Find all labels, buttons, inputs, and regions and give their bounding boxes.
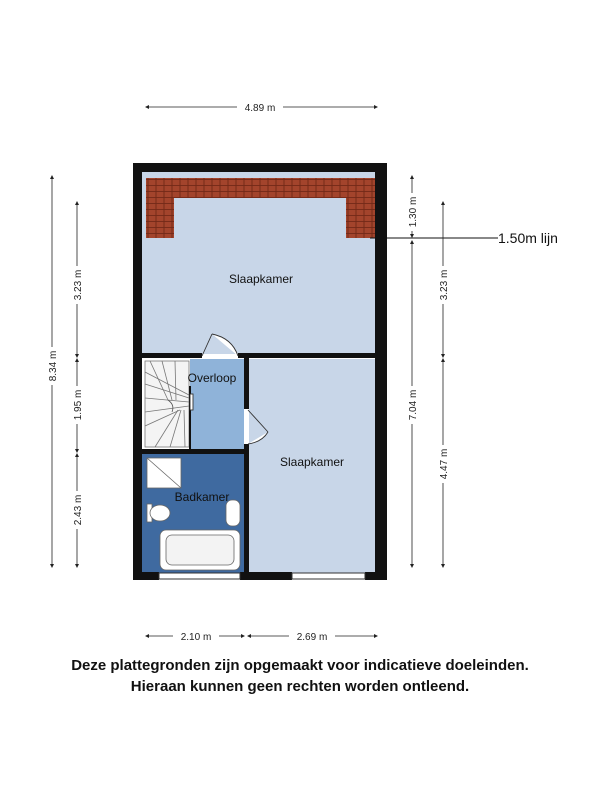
- wall-landing-right-lower: [244, 444, 249, 573]
- dim-left-upper: 3.23 m: [73, 269, 84, 301]
- wall-right: [375, 163, 387, 580]
- roof-tiles-left: [146, 198, 174, 238]
- window-bathroom: [159, 573, 240, 579]
- line-150m: [370, 230, 558, 246]
- label-150m-lijn: 1.50m lijn: [498, 230, 558, 246]
- bathtub-inner: [166, 535, 234, 565]
- dim-left-middle: 1.95 m: [73, 389, 84, 421]
- roof-tiles-top: [146, 178, 375, 198]
- disclaimer-line-1: Deze plattegronden zijn opgemaakt voor indicatieve doeleinden.: [71, 657, 529, 674]
- door-badkamer-leaf: [190, 394, 193, 410]
- dim-top-width: 4.89 m: [244, 103, 276, 114]
- staircase: [145, 361, 189, 447]
- disclaimer-line-2: Hieraan kunnen geen rechten worden ontleend.: [130, 678, 470, 695]
- dim-right-top: 1.30 m: [408, 196, 419, 228]
- label-badkamer: Badkamer: [174, 490, 230, 504]
- wall-bottom-left: [133, 572, 159, 580]
- wall-bottom-right: [365, 572, 387, 580]
- room-slaapkamer-top[interactable]: [141, 172, 375, 354]
- wall-mid-horizontal-b: [238, 353, 375, 358]
- roof-tiles-right: [346, 198, 375, 238]
- label-slaapkamer-top: Slaapkamer: [228, 272, 294, 286]
- wall-left: [133, 163, 142, 580]
- wall-landing-right: [244, 353, 249, 409]
- dim-right-upper: 3.23 m: [439, 269, 450, 301]
- label-overloop: Overloop: [187, 371, 237, 385]
- dim-bottom-right: 2.69 m: [296, 632, 328, 643]
- wall-bottom-mid: [240, 572, 292, 580]
- label-slaapkamer-bottom: Slaapkamer: [279, 455, 345, 469]
- toilet-bowl: [150, 505, 170, 521]
- dim-left-total: 8.34 m: [48, 350, 59, 382]
- dim-right-lower: 4.47 m: [439, 448, 450, 480]
- wall-bath-top: [142, 449, 244, 454]
- dim-bottom-left: 2.10 m: [180, 632, 212, 643]
- window-bedroom: [292, 573, 365, 579]
- dim-left-lower: 2.43 m: [73, 494, 84, 526]
- dim-right-inner: 7.04 m: [408, 389, 419, 421]
- wall-top: [133, 163, 387, 172]
- wall-mid-horizontal-a: [142, 353, 202, 358]
